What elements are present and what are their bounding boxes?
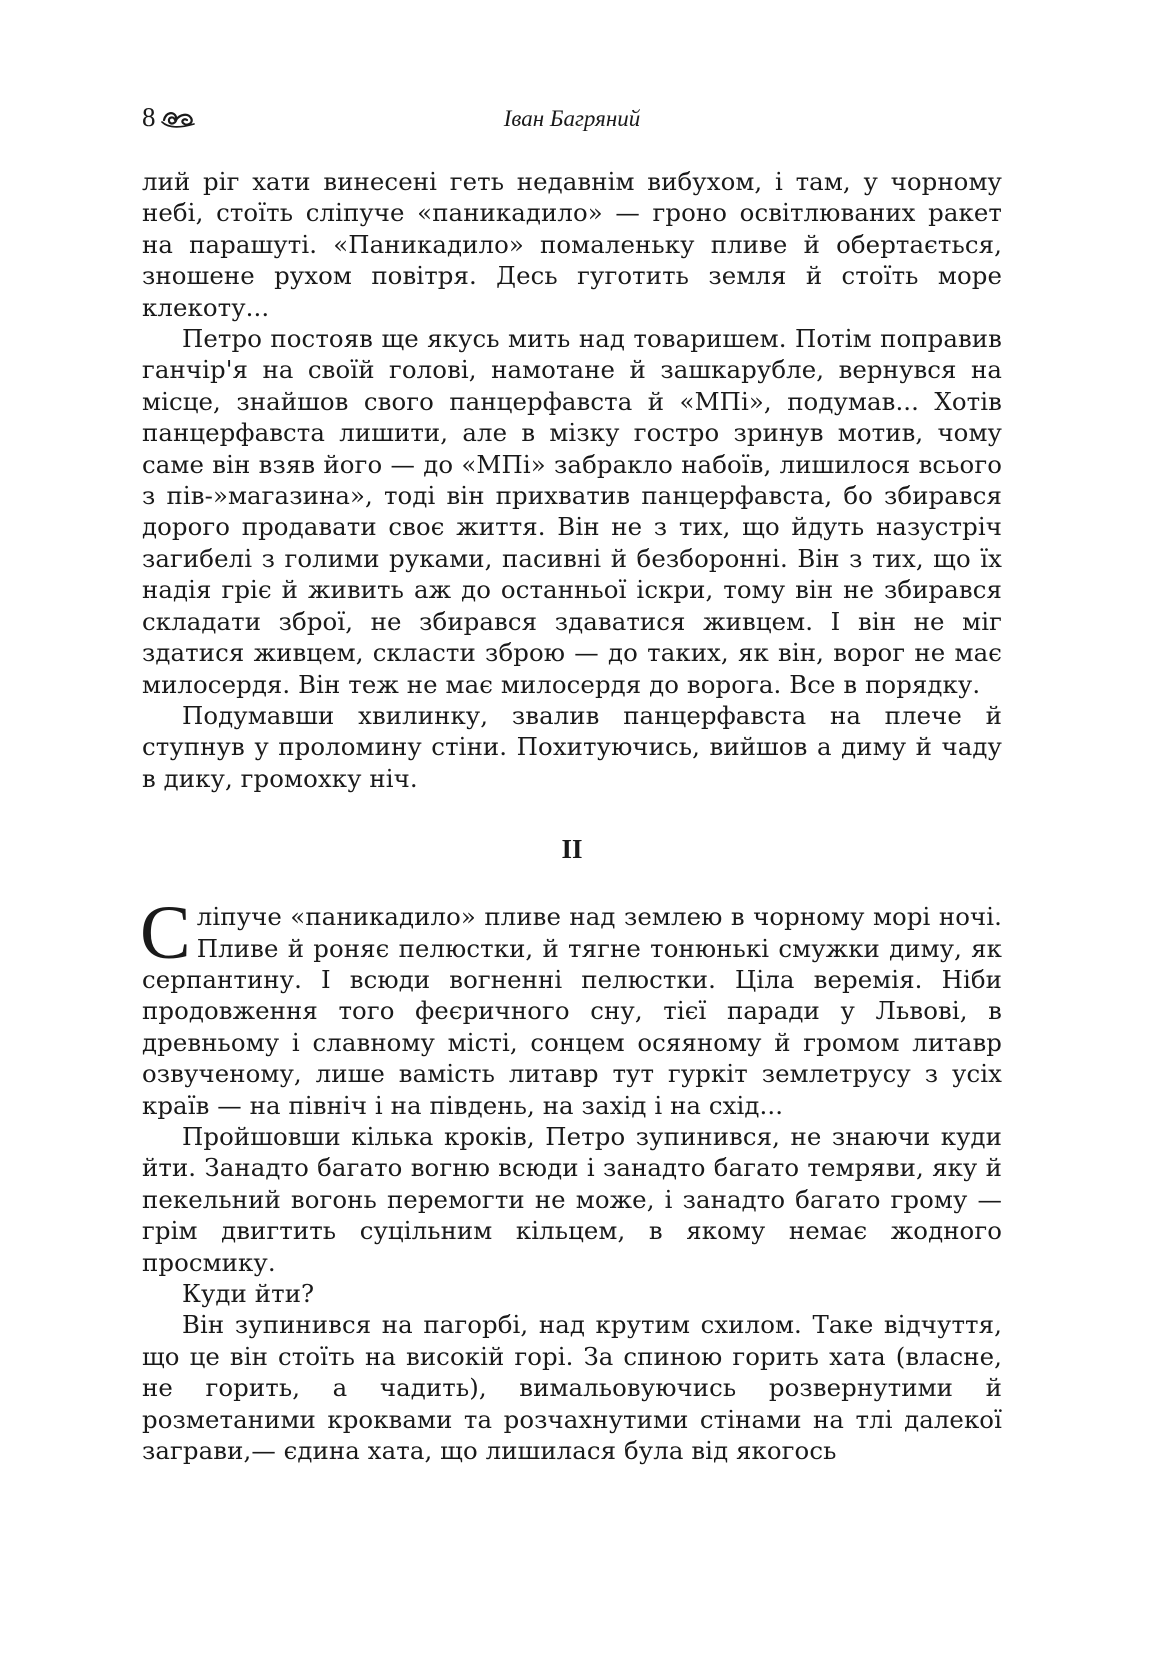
body-text: [142, 166, 1002, 1466]
paragraph: Пройшовши кілька кроків, Петро зупинився, не знаючи куди йти. Занадто багато вогню всюди і занадто багато темряви, яку й пекельний вогонь перемогти не може, і занадто багато грому — грім двигтить суцільним кільцем, в якому немає жодного просмику.: [142, 1121, 1002, 1277]
paragraph: Куди йти?: [182, 1279, 315, 1308]
paragraph-with-dropcap: [140, 891, 1002, 1121]
running-title: Іван Багряний: [503, 106, 641, 131]
drop-cap: С: [140, 891, 191, 976]
paragraph: Подумавши хвилинку, звалив панцерфавста на плече й ступнув у проломину стіни. Похитуючись, вийшов а диму й чаду в дику, громохку ніч.: [142, 700, 1002, 793]
paragraph: лий ріг хати винесені геть недавнім вибухом, і там, у чорному небі, стоїть сліпуче «паникадило» — гроно освітлюваних ракет на парашуті. «Паникадило» помаленьку пливе й обертається, зношене рухом повітря. Десь гуготить земля й стоїть море клекоту...: [142, 167, 1002, 322]
paragraph: Петро постояв ще якусь мить над товаришем. Потім поправив ганчір'я на своїй голові, намотане й зашкарубле, вернувся на місце, знайшов свого панцерфавста й «МПі», подумав... Хотів панцерфавста лишити, але в мізку гостро зринув мотив, чому саме він взяв його — до «МПі» забракло набоїв, лишилося всього з пів-»магазина», тоді він прихватив панцерфавста, бо збирався дорого продавати своє життя. Він не з тих, що йдуть назустріч загибелі з голими руками, пасивні й безборонні. Він з тих, що їх надія гріє й живить аж до останньої іскри, тому він не збирався складати зброї, не збирався здаватися живцем. І він не міг здатися живцем, скласти зброю — до таких, як він, ворог не має милосердя. Він теж не має милосердя до ворога. Все в порядку.: [142, 324, 1002, 699]
paragraph: Він зупинився на пагорбі, над крутим схилом. Таке відчуття, що це він стоїть на високій горі. За спиною горить хата (власне, не горить, а чадить), вимальовуючись розвернутими й розметаними кроквами та розчахнутими стінами на тлі далекої заграви,— єдина хата, що лишилася була від якогось: [142, 1310, 1002, 1466]
section-heading: II: [561, 834, 583, 865]
book-page: [142, 96, 1002, 1466]
page-number: 8: [142, 102, 156, 132]
paragraph-text: ліпуче «паникадило» пливе над землею в чорному морі ночі. Пливе й роняє пелюстки, й тягне тонюнькі смужки диму, як серпантину. І всюди вогненні пелюстки. Ціла веремія. Ніби продовження того феєричного сну, тієї паради у Львові, в древньому і славному місті, сонцем осяяному й громом литавр озвученому, лише вамість литавр тут гуркіт землетрусу з усіх країв — на північ і на південь, на захід і на схід...: [142, 902, 1002, 1120]
running-head: [142, 96, 1002, 144]
